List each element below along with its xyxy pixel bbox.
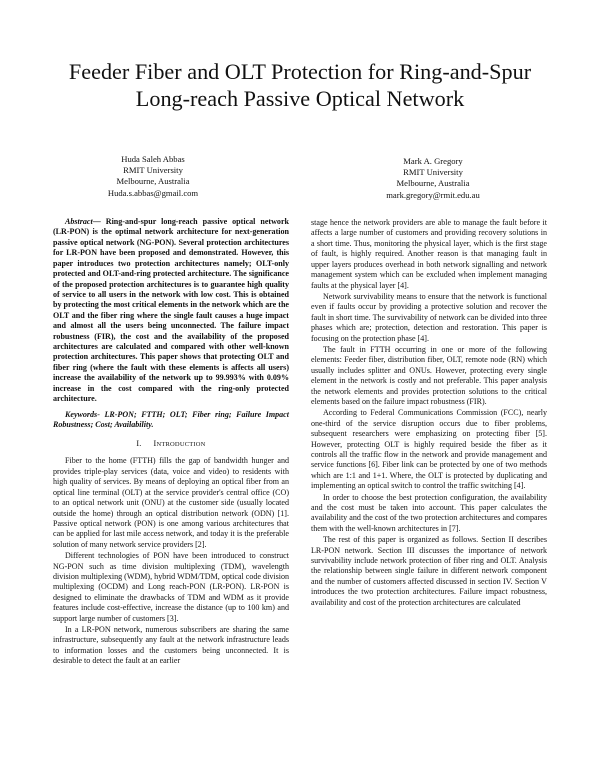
author-affiliation: RMIT University: [123, 165, 183, 176]
abstract-lead: Abstract—: [65, 217, 101, 226]
author-name: Huda Saleh Abbas: [121, 154, 185, 164]
body-paragraph: The rest of this paper is organized as follows. Section II describes LR-PON network. Section III discusses the importance of network survivability include network protection of fiber ring and OLT. Analysis the relationship between single failure in different network component and the number of customers affected discussed in section IV. Section V introduces the two protection architectures. Failure impact robustness, availability and cost of the protection architectures are calculated: [311, 535, 547, 607]
author-location: Melbourne, Australia: [396, 178, 470, 189]
body-paragraph: In order to choose the best protection configuration, the availability and the cost must be taken into account. This paper calculates the availability and the cost of the two protection architectures and compares them with the well-known architectures in [7].: [311, 492, 547, 533]
section-heading-introduction: [53, 439, 289, 450]
section-title-initial: I: [153, 439, 157, 449]
body-paragraph: Different technologies of PON have been introduced to construct NG-PON such as time division multiplexing (TDM), wavelength division multiplexing (WDM), hybrid WDM/TDM, optical code division multiplexing (OCDM) and Long reach-PON (LR-PON). LR-PON is designed to eliminate the drawbacks of TDM and WDM as it provide features include cost-effective, increase the distance (up to 100 km) and support large number of customers [3].: [53, 551, 289, 623]
body-paragraph: stage hence the network providers are able to manage the fault before it affects a large number of customers and providing recovery solutions in a short time. Thus, monitoring the physical layer, which is the first stage of fault, is highly required. Another reason is that managing fault in upper layers produces overhead in both network signalling and network management system which can be excluded when implement managing faults at the physical layer [4].: [311, 218, 547, 290]
left-column: [53, 217, 289, 667]
right-column: [311, 218, 547, 608]
author-block-2: [328, 156, 538, 201]
author-email: mark.gregory@rmit.edu.au: [386, 189, 480, 200]
author-affiliation: RMIT University: [403, 167, 463, 178]
body-paragraph: Fiber to the home (FTTH) fills the gap of bandwidth hunger and provides triple-play services (data, voice and video) to residents with high quality of services. By means of deploying an optical fiber from an optical line terminal (OLT) at the service provider's central office (CO) to an optical network unit (ONU) at the customer side (usually located outside the home) through an optical distribution network (ODN) [1]. Passive optical network (PON) is one among various architectures that can be applied for last mile access network, and today it is the preferable solution of many network service providers [2].: [53, 456, 289, 549]
body-paragraph: Network survivability means to ensure that the network is functional even if faults occur by providing a protective solution and recover the fault in short time. The survivability of network can be divided into three phases which are; protection, detection and restoration. This paper is focusing on the protection phase [4].: [311, 291, 547, 343]
body-paragraph: According to Federal Communications Commission (FCC), nearly one-third of the service disruption occurs due to fiber problems, subsequent researchers were emphasizing on protecting fiber [5]. However, protecting OLT is highly required beside the fiber as it controls all the traffic flow in the network and provide management and service functions [6]. Fiber link can be protected by one of two methods which are 1:1 and 1+1. Where, the OLT is protected by duplicating and implementing an optical switch to control the traffic switching [4].: [311, 408, 547, 491]
body-paragraph: The fault in FTTH occurring in one or more of the following elements: Feeder fiber, distribution fiber, OLT, remote node (RN) which usually includes splitter and ONUs. However, protecting every single element in the network is costly and not preferable. This paper analysis the network elements and provides protection solutions to the critical elements based on the failure impact robustness (FIR).: [311, 344, 547, 406]
paper-title: Feeder Fiber and OLT Protection for Ring-and-Spur Long-reach Passive Optical Network: [68, 59, 532, 111]
abstract: [53, 217, 289, 405]
abstract-text: Ring-and-spur long-reach passive optical network (LR-PON) is the optimal network architecture for next-generation passive optical network (NG-PON). Several protection architectures for LR-PON have been proposed and demonstrated. However, this paper introduces two protection architectures namely; OLT-only protected and OLT-and-ring protected architecture. The significance of the proposed protection architectures is to guarantee high quality of service to all users in the network with low cost. This is obtained by protecting the most critical elements in the network which are the OLT and the fiber ring where the single fault causes a huge impact and almost all the users being unconnected. The failure impact robustness (FIR), the cost and the availability of the proposed architectures are calculated and compared with other well-known protection architectures. This paper shows that protecting OLT and fiber ring (where the fault with these elements is affects all users) increase the availability of the network up to 99.993% with 0.09% increase in the cost compared with the ring-only protected architecture.: [53, 217, 289, 404]
author-email: Huda.s.abbas@gmail.com: [107, 187, 199, 198]
section-title-rest: NTRODUCTION: [156, 441, 206, 449]
section-number: I.: [136, 439, 142, 449]
keywords: Keywords- LR-PON; FTTH; OLT; Fiber ring; Failure Impact Robustness; Cost; Availability.: [53, 409, 289, 430]
body-paragraph: In a LR-PON network, numerous subscribers are sharing the same infrastructure, subsequently any fault at the network infrastructure leads to information losses and the customers being unconnected. It is desirable to detect the fault at an earlier: [53, 624, 289, 666]
author-name: Mark A. Gregory: [403, 156, 463, 166]
author-block-1: [48, 154, 258, 199]
author-location: Melbourne, Australia: [116, 176, 190, 187]
